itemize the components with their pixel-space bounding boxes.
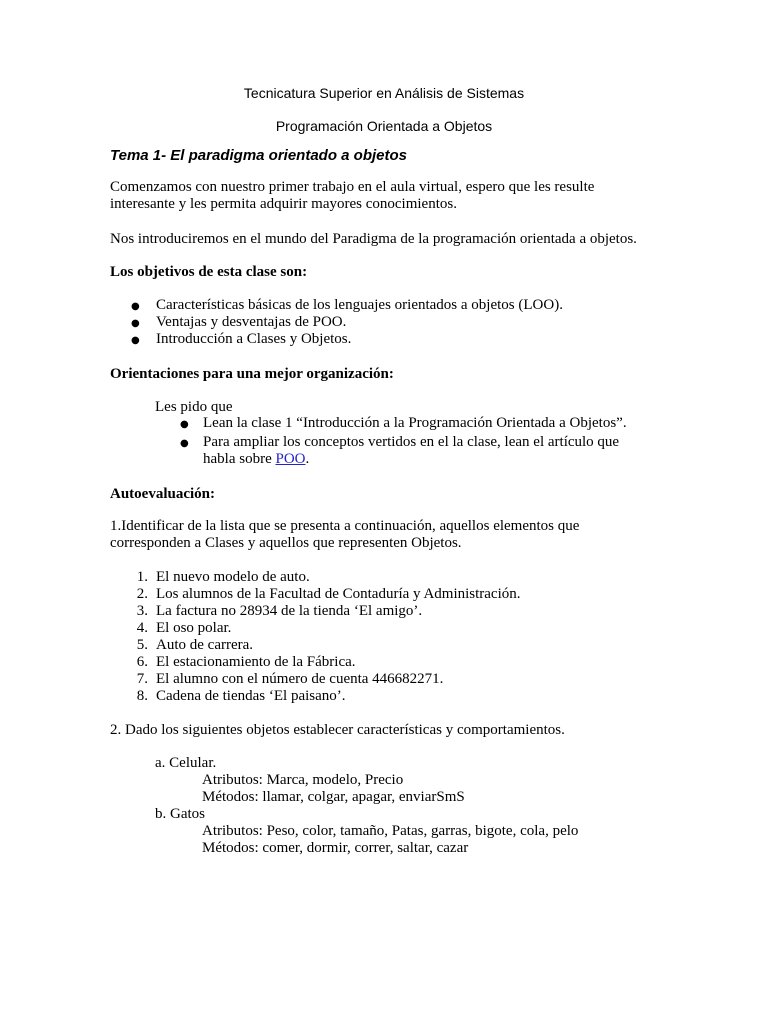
list-number: 4. [136,620,148,636]
list-item: Los alumnos de la Facultad de Contaduría y Administración. [156,586,521,602]
institution-title: Tecnicatura Superior en Análisis de Sistemas [243,85,525,101]
list-item: Cadena de tiendas ‘El paisano’. [156,688,346,704]
subject-title: Programación Orientada a Objetos [275,118,493,134]
bullet-icon: ● [131,318,140,329]
objectives-heading: Los objetivos de esta clase son: [110,264,308,280]
bullet-icon: ● [180,438,189,449]
list-item: El alumno con el número de cuenta 446682271. [156,671,444,687]
bullet-icon: ● [180,419,189,430]
list-item: El estacionamiento de la Fábrica. [156,654,356,670]
intro-line-1: Comenzamos con nuestro primer trabajo en el aula virtual, espero que les resulte [110,179,595,195]
topic-heading: Tema 1- El paradigma orientado a objetos [110,147,408,164]
orientation-item-2-suffix: . [305,451,310,467]
list-number: 5. [136,637,148,653]
object-a-attributes: Atributos: Marca, modelo, Precio [202,772,404,788]
list-number: 1. [136,569,148,585]
list-item: El oso polar. [156,620,232,636]
orientation-item-2-prefix: habla sobre [203,451,276,467]
list-item: Auto de carrera. [156,637,254,653]
orientation-item-2-line-2 [203,451,309,468]
orientations-lead: Les pido que [155,399,233,415]
object-b-attributes: Atributos: Peso, color, tamaño, Patas, garras, bigote, cola, pelo [202,823,579,839]
objective-item: Ventajas y desventajas de POO. [156,314,347,330]
list-item: El nuevo modelo de auto. [156,569,310,585]
objective-item: Características básicas de los lenguajes orientados a objetos (LOO). [156,297,563,313]
intro-paragraph-2: Nos introduciremos en el mundo del Paradigma de la programación orientada a objetos. [110,231,637,247]
question-2: 2. Dado los siguientes objetos establecer características y comportamientos. [110,722,565,738]
list-item: La factura no 28934 de la tienda ‘El amigo’. [156,603,423,619]
list-number: 3. [136,603,148,619]
object-a-methods: Métodos: llamar, colgar, apagar, enviarSmS [202,789,465,805]
orientations-heading: Orientaciones para una mejor organización: [110,366,394,382]
list-number: 7. [136,671,148,687]
intro-line-2: interesante y les permita adquirir mayores conocimientos. [110,196,457,212]
list-number: 8. [136,688,148,704]
bullet-icon: ● [131,301,140,312]
selfeval-heading: Autoevaluación: [110,486,215,502]
orientation-item-2-line-1: Para ampliar los conceptos vertidos en el la clase, lean el artículo que [203,434,620,450]
question-1-line-2: corresponden a Clases y aquellos que representen Objetos. [110,535,462,551]
orientation-item-1: Lean la clase 1 “Introducción a la Programación Orientada a Objetos”. [203,415,627,431]
object-b-label: b. Gatos [155,806,205,822]
bullet-icon: ● [131,335,140,346]
objective-item: Introducción a Clases y Objetos. [156,331,352,347]
question-1-line-1: 1.Identificar de la lista que se presenta a continuación, aquellos elementos que [110,518,580,534]
object-a-label: a. Celular. [155,755,217,771]
object-b-methods: Métodos: comer, dormir, correr, saltar, cazar [202,840,469,856]
list-number: 6. [136,654,148,670]
poo-link[interactable]: POO [275,451,306,467]
list-number: 2. [136,586,148,602]
